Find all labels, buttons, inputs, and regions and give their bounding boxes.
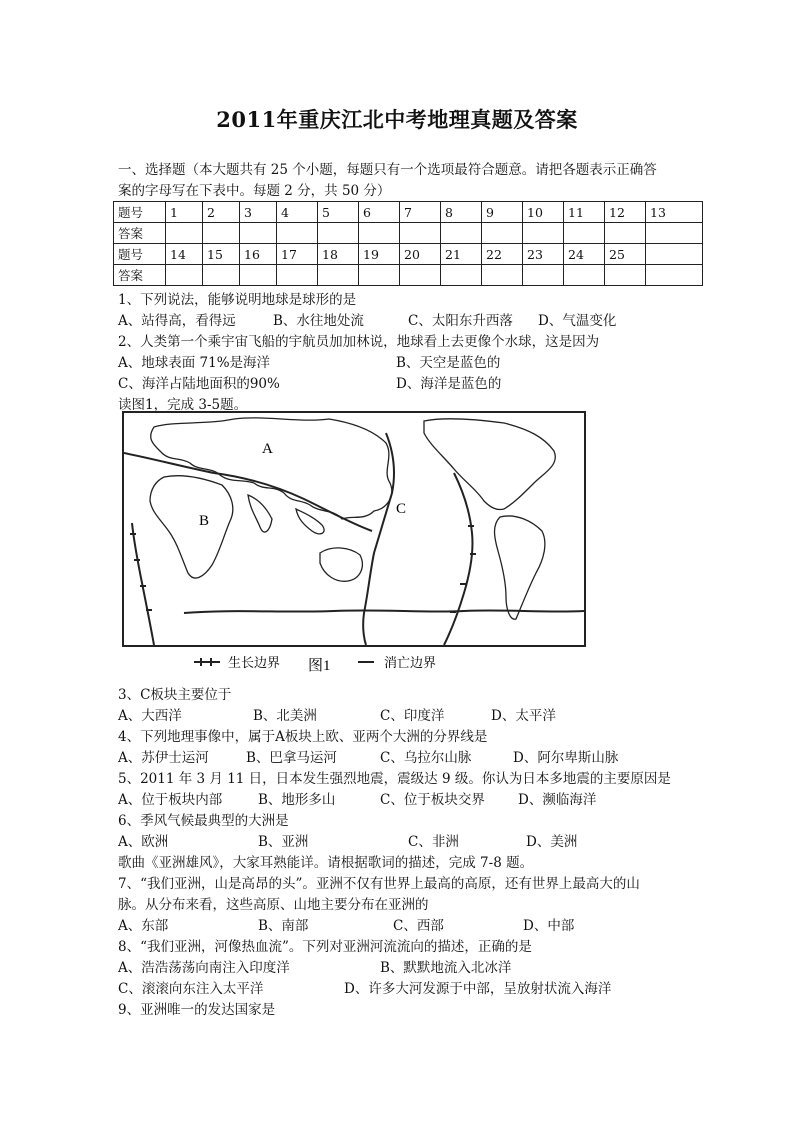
answer-table-cell xyxy=(646,244,703,265)
option-c: C、太阳东升西落 xyxy=(408,313,513,329)
option-b: B、巴拿马运河 xyxy=(246,750,337,766)
option-d: D、阿尔卑斯山脉 xyxy=(513,750,619,766)
answer-table-cell: 15 xyxy=(203,244,240,265)
option-row xyxy=(118,311,688,332)
song-intro: 歌曲《亚洲雄风》，大家耳熟能详。请根据歌词的描述，完成 7-8 题。 xyxy=(118,855,534,871)
answer-table-cell: 22 xyxy=(482,244,523,265)
option-a: A、东部 xyxy=(118,918,169,934)
option-a: A、欧洲 xyxy=(118,834,169,850)
question-stem: 9、亚洲唯一的发达国家是 xyxy=(118,1002,276,1018)
answer-table-cell xyxy=(240,223,277,244)
option-c: C、非洲 xyxy=(408,834,459,850)
question-stem: 3、C板块主要位于 xyxy=(118,687,232,703)
answer-table-cell: 25 xyxy=(605,244,646,265)
answer-table-row-label: 题号 xyxy=(114,202,166,223)
answer-table-cell: 13 xyxy=(646,202,703,223)
answer-table-cell xyxy=(523,265,564,286)
answer-table-cell xyxy=(441,223,482,244)
world-plates-map xyxy=(124,413,584,645)
option-a: A、浩浩荡荡向南注入印度洋 xyxy=(118,960,290,976)
plate-boundary-eurasia xyxy=(124,453,372,531)
option-c: C、印度洋 xyxy=(380,708,445,724)
answer-table-cell: 5 xyxy=(318,202,359,223)
sea-islands xyxy=(296,509,324,534)
answer-table xyxy=(113,201,703,286)
figure-caption: 图1 xyxy=(308,658,331,674)
option-b: B、南部 xyxy=(258,918,309,934)
option-d: D、中部 xyxy=(523,918,575,934)
option-a: A、位于板块内部 xyxy=(118,792,223,808)
north-america-coast xyxy=(424,419,555,510)
plate-label-c: C xyxy=(396,501,407,517)
answer-table-cell: 21 xyxy=(441,244,482,265)
question-stem: 6、季风气候最典型的大洲是 xyxy=(118,813,289,829)
figure-instruction: 读图1，完成 3-5题。 xyxy=(118,397,248,413)
question-stem: 4、下列地理事像中，属于A板块上欧、亚两个大洲的分界线是 xyxy=(118,729,488,745)
south-america-coast xyxy=(495,516,545,619)
answer-table-cell: 16 xyxy=(240,244,277,265)
question-stem: 2、人类第一个乘宇宙飞船的宇航员加加林说，地球看上去更像个水球，这是因为 xyxy=(118,334,600,350)
answer-table-cell: 8 xyxy=(441,202,482,223)
option-d: D、太平洋 xyxy=(491,708,556,724)
answer-table-row-label: 答案 xyxy=(114,265,166,286)
answer-table-cell: 3 xyxy=(240,202,277,223)
answer-table-cell: 18 xyxy=(318,244,359,265)
option-b: B、默默地流入北冰洋 xyxy=(380,960,512,976)
answer-table-cell xyxy=(400,265,441,286)
answer-table-cell xyxy=(605,265,646,286)
option-row xyxy=(118,353,688,374)
option-b: B、天空是蓝色的 xyxy=(396,355,501,371)
questions-1-2 xyxy=(118,290,688,416)
answer-table-cell xyxy=(277,265,318,286)
australia-coast xyxy=(320,548,362,581)
answer-table-cell: 10 xyxy=(523,202,564,223)
answer-table-cell xyxy=(277,223,318,244)
option-a: A、地球表面 71%是海洋 xyxy=(118,355,271,371)
section-heading-line: 案的字母写在下表中。每题 2 分，共 50 分） xyxy=(118,183,391,199)
option-a: A、站得高，看得远 xyxy=(118,313,236,329)
option-c: C、海洋占陆地面积的90% xyxy=(118,376,280,392)
option-d: D、许多大河发源于中部，呈放射状流入海洋 xyxy=(344,981,612,997)
africa-coast xyxy=(150,476,233,578)
section-heading-line: 一、选择题（本大题共有 25 个小题，每题只有一个选项最符合题意。请把各题表示正确答 xyxy=(118,162,657,178)
plate-map-figure xyxy=(122,411,586,647)
answer-table-cell xyxy=(203,223,240,244)
answer-table-cell: 4 xyxy=(277,202,318,223)
legend-grow-label: 生长边界 xyxy=(228,655,281,670)
answer-table-cell: 2 xyxy=(203,202,240,223)
answer-table-cell xyxy=(646,223,703,244)
plate-boundary-atlantic xyxy=(132,523,154,645)
option-c: C、位于板块交界 xyxy=(380,792,485,808)
answer-table-cell xyxy=(240,265,277,286)
question-stem: 1、下列说法，能够说明地球是球形的是 xyxy=(118,292,357,308)
question-stem: 8、“我们亚洲，河像热血流”。下列对亚洲河流流向的描述，正确的是 xyxy=(118,939,532,955)
plate-label-b: B xyxy=(199,513,210,529)
answer-table-cell: 11 xyxy=(564,202,605,223)
answer-table-cell xyxy=(318,265,359,286)
answer-table-cell xyxy=(441,265,482,286)
option-d: D、濒临海洋 xyxy=(518,792,597,808)
plate-boundary-southern xyxy=(184,610,584,613)
legend-svg xyxy=(190,652,490,674)
option-d: D、气温变化 xyxy=(538,313,617,329)
answer-table-cell xyxy=(166,265,203,286)
option-d: D、美洲 xyxy=(526,834,578,850)
option-c: C、西部 xyxy=(393,918,444,934)
answer-table-cell xyxy=(482,223,523,244)
eurasia-coast xyxy=(151,418,392,519)
question-stem: 7、“我们亚洲，山是高昂的头”。亚洲不仅有世界上最高的高原，还有世界上最高大的山 xyxy=(118,876,640,892)
page-title: 2011年重庆江北中考地理真题及答案 xyxy=(216,107,578,132)
answer-table-row xyxy=(114,244,703,265)
answer-table-cell xyxy=(482,265,523,286)
option-row xyxy=(118,979,688,1000)
answer-table-row-label: 答案 xyxy=(114,223,166,244)
answer-table-cell: 1 xyxy=(166,202,203,223)
option-b: B、水往地处流 xyxy=(273,313,364,329)
option-row xyxy=(118,374,688,395)
option-row xyxy=(118,832,688,853)
answer-table-cell: 7 xyxy=(400,202,441,223)
answer-table-cell: 19 xyxy=(359,244,400,265)
answer-table-cell: 17 xyxy=(277,244,318,265)
map-legend xyxy=(190,652,490,674)
option-b: B、北美洲 xyxy=(253,708,317,724)
option-b: B、地形多山 xyxy=(258,792,336,808)
answer-table-cell xyxy=(564,265,605,286)
option-b: B、亚洲 xyxy=(258,834,309,850)
answer-table-cell xyxy=(523,223,564,244)
option-c: C、滚滚向东注入太平洋 xyxy=(118,981,264,997)
answer-table-row-label: 题号 xyxy=(114,244,166,265)
map-ticks xyxy=(130,525,476,613)
option-row xyxy=(118,790,688,811)
answer-table-row xyxy=(114,265,703,286)
answer-table-cell: 23 xyxy=(523,244,564,265)
option-row xyxy=(118,748,688,769)
option-row xyxy=(118,916,688,937)
question-stem: 5、2011 年 3 月 11 日，日本发生强烈地震，震级达 9 级。你认为日本多地震的主要原因是 xyxy=(118,771,671,787)
questions-3-9 xyxy=(118,685,688,1021)
plate-boundary-pacific xyxy=(363,433,394,645)
answer-table-cell xyxy=(166,223,203,244)
option-a: A、苏伊士运河 xyxy=(118,750,209,766)
section-heading xyxy=(118,160,688,202)
answer-table-row xyxy=(114,223,703,244)
plate-label-a: A xyxy=(262,441,273,457)
answer-table-cell: 20 xyxy=(400,244,441,265)
answer-table-cell: 14 xyxy=(166,244,203,265)
answer-table-cell: 24 xyxy=(564,244,605,265)
question-stem: 脉。从分布来看，这些高原、山地主要分布在亚洲的 xyxy=(118,897,429,913)
option-a: A、大西洋 xyxy=(118,708,182,724)
answer-table-cell xyxy=(564,223,605,244)
option-row xyxy=(118,706,688,727)
answer-table-row xyxy=(114,202,703,223)
india-coast xyxy=(248,495,272,532)
option-row xyxy=(118,958,688,979)
plate-boundary-east-pacific xyxy=(444,473,473,645)
answer-table-cell xyxy=(203,265,240,286)
answer-table-cell: 6 xyxy=(359,202,400,223)
answer-table-cell xyxy=(646,265,703,286)
answer-table-cell xyxy=(359,223,400,244)
answer-table-cell: 12 xyxy=(605,202,646,223)
answer-table-cell xyxy=(359,265,400,286)
legend-subduct-label: 消亡边界 xyxy=(384,655,437,670)
option-c: C、乌拉尔山脉 xyxy=(380,750,472,766)
answer-table-cell xyxy=(605,223,646,244)
answer-table-cell xyxy=(318,223,359,244)
option-d: D、海洋是蓝色的 xyxy=(396,376,502,392)
answer-table-cell: 9 xyxy=(482,202,523,223)
answer-table-cell xyxy=(400,223,441,244)
